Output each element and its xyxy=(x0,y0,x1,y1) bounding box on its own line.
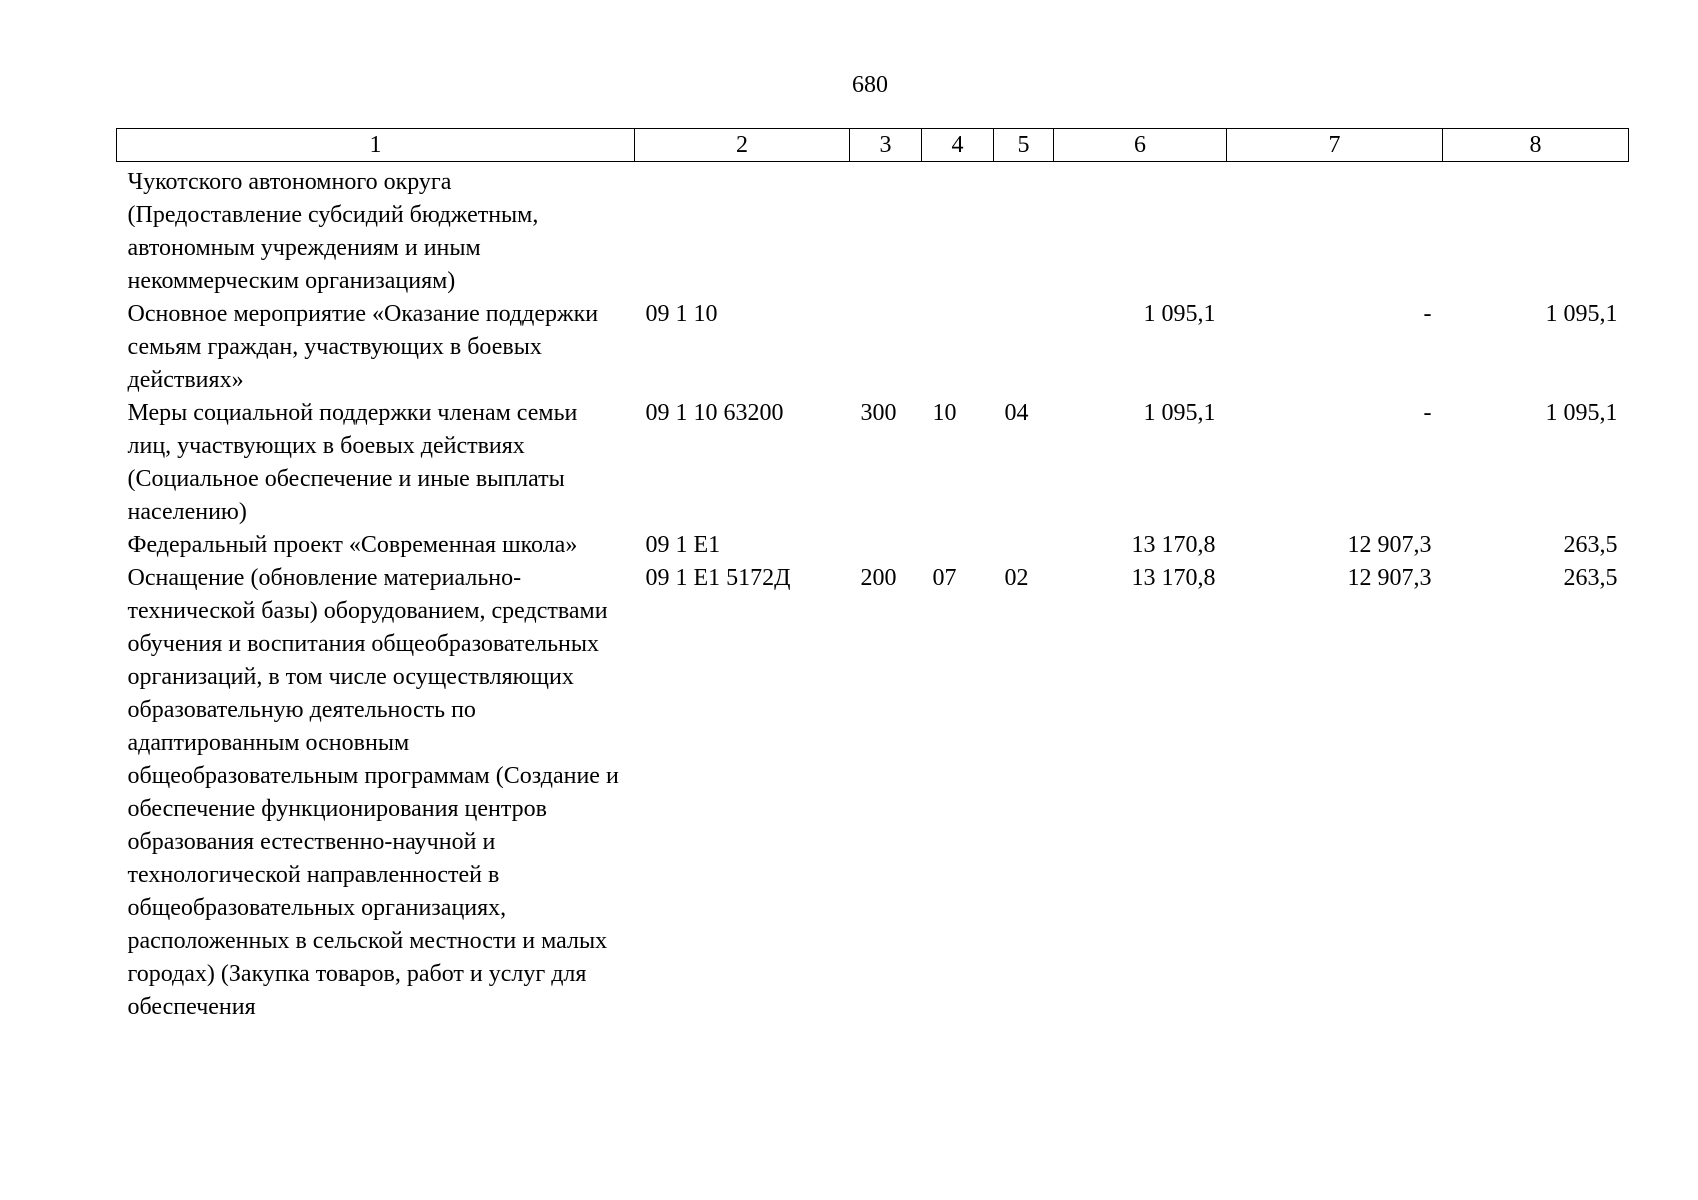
header-col-1: 1 xyxy=(117,129,635,162)
row-subsection xyxy=(994,298,1054,397)
row-expense-type xyxy=(850,298,922,397)
row-section: 07 xyxy=(932,565,957,591)
header-col-3: 3 xyxy=(850,129,922,162)
row-name: Меры социальной поддержки членам семьи лиц, участвующих в боевых действиях (Социальное обеспечение и иные выплаты населению) xyxy=(127,400,578,525)
row-regional xyxy=(1443,162,1629,299)
table-row xyxy=(117,162,1629,299)
row-federal: - xyxy=(1423,400,1432,426)
row-expense-type: 200 xyxy=(860,565,897,591)
header-col-5: 5 xyxy=(994,129,1054,162)
row-section xyxy=(922,529,994,562)
header-col-4: 4 xyxy=(922,129,994,162)
row-regional: 1 095,1 xyxy=(1545,400,1618,426)
row-name: Чукотского автономного округа (Предоставление субсидий бюджетным, автономным учреждениям и иным некоммерческим организациям) xyxy=(127,169,539,294)
row-section xyxy=(922,298,994,397)
row-name: Основное мероприятие «Оказание поддержки семьям граждан, участвующих в боевых действиях» xyxy=(127,301,599,393)
row-name: Оснащение (обновление материально-технической базы) оборудованием, средствами обучения и воспитания общеобразовательных организаций, в том числе осуществляющих образовательную деятельность по адаптированным основным общеобразовательным программам (Создание и обеспечение функционирования центров образования естественно-научной и технологической направленностей в общеобразовательных организациях, расположенных в сельской местности и малых городах) (Закупка товаров, работ и услуг для обеспечения xyxy=(127,565,619,1020)
budget-table xyxy=(116,128,1629,1024)
row-federal xyxy=(1227,162,1443,299)
row-expense-type xyxy=(850,529,922,562)
row-total: 1 095,1 xyxy=(1143,301,1216,327)
row-federal: 12 907,3 xyxy=(1347,565,1432,591)
row-regional: 1 095,1 xyxy=(1545,301,1618,327)
row-name: Федеральный проект «Современная школа» xyxy=(127,532,578,558)
row-subsection xyxy=(994,529,1054,562)
row-total xyxy=(1054,162,1227,299)
row-subsection xyxy=(994,162,1054,299)
row-code: 09 1 Е1 5172Д xyxy=(645,565,791,591)
row-code: 09 1 10 63200 xyxy=(645,400,784,426)
page-number: 680 xyxy=(852,72,888,98)
table-row xyxy=(117,397,1629,529)
header-row xyxy=(117,129,1629,162)
row-regional: 263,5 xyxy=(1563,565,1618,591)
row-subsection: 04 xyxy=(1004,400,1029,426)
row-expense-type xyxy=(850,162,922,299)
table-row xyxy=(117,562,1629,1024)
header-col-6: 6 xyxy=(1054,129,1227,162)
header-col-2: 2 xyxy=(635,129,850,162)
row-code xyxy=(635,162,850,299)
header-col-7: 7 xyxy=(1227,129,1443,162)
row-total: 13 170,8 xyxy=(1131,565,1216,591)
row-regional: 263,5 xyxy=(1563,532,1618,558)
row-total: 13 170,8 xyxy=(1131,532,1216,558)
row-expense-type: 300 xyxy=(860,400,897,426)
row-total: 1 095,1 xyxy=(1143,400,1216,426)
row-code: 09 1 10 xyxy=(645,301,718,327)
table-row xyxy=(117,298,1629,397)
row-code: 09 1 Е1 xyxy=(645,532,721,558)
row-section xyxy=(922,162,994,299)
row-subsection: 02 xyxy=(1004,565,1029,591)
table-row xyxy=(117,529,1629,562)
row-federal: - xyxy=(1423,301,1432,327)
row-section: 10 xyxy=(932,400,957,426)
header-col-8: 8 xyxy=(1443,129,1629,162)
row-federal: 12 907,3 xyxy=(1347,532,1432,558)
